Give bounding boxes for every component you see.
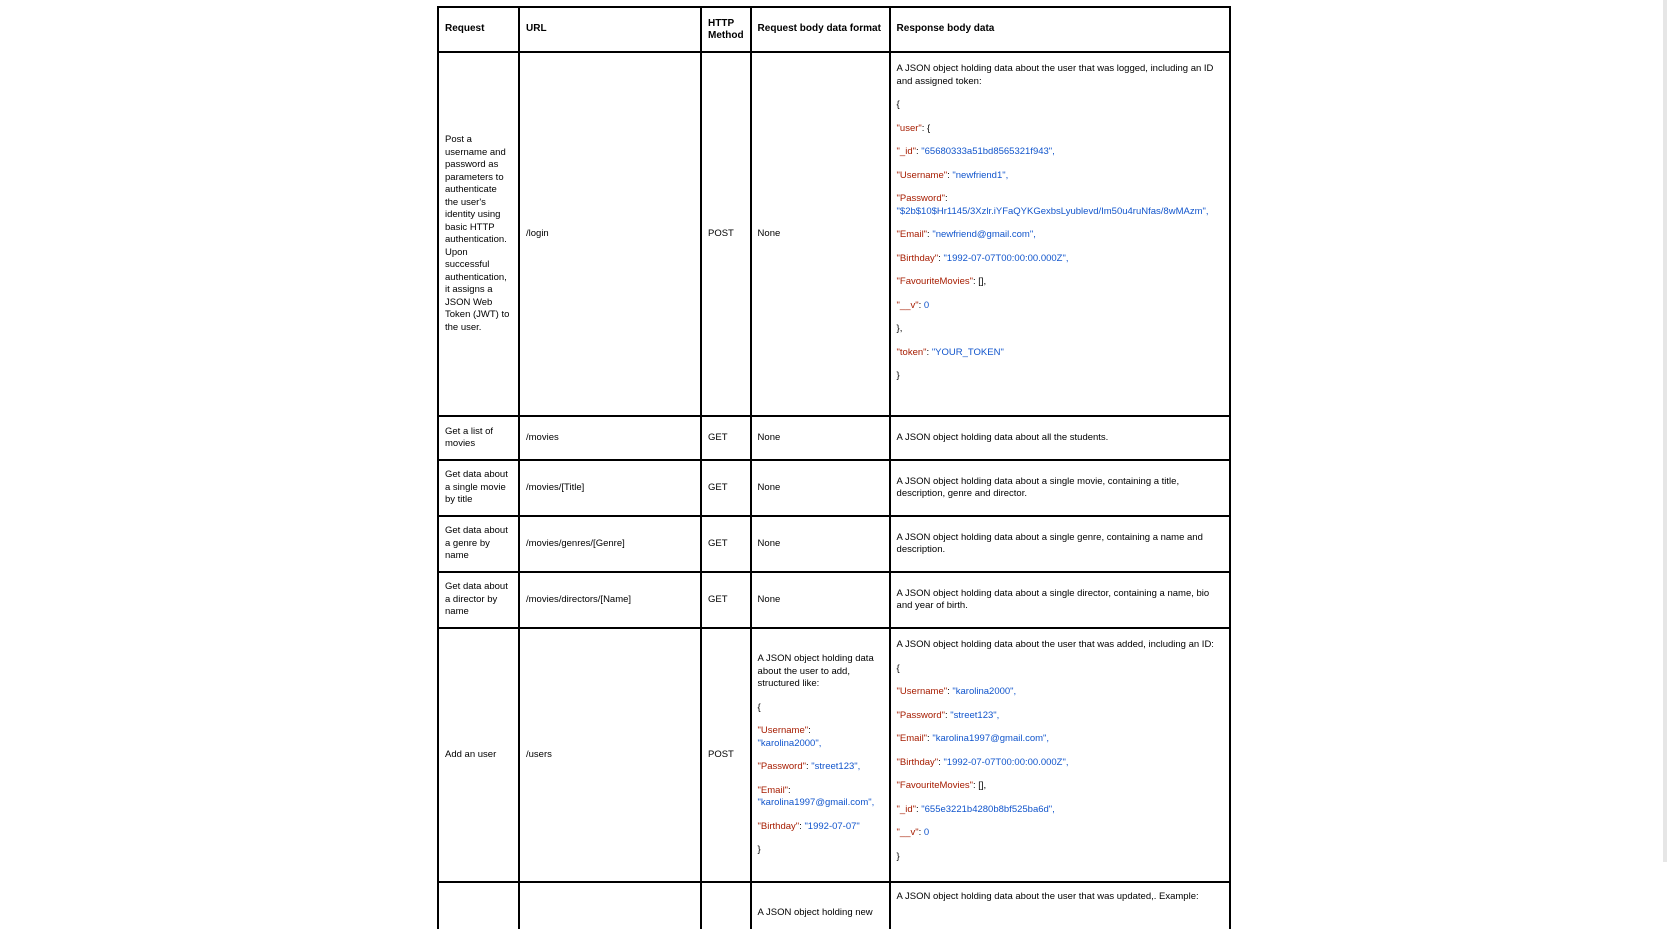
response-body-cell: A JSON object holding data about all the students. (890, 416, 1230, 460)
response-intro: A JSON object holding data about the user that was added, including an ID: (896, 639, 1214, 650)
json-separator: : (915, 146, 922, 157)
json-line (897, 229, 1223, 242)
json-line (897, 123, 1223, 136)
json-key: "FavouriteMovies" (896, 276, 973, 287)
json-key: "Birthday" (896, 756, 939, 768)
json-key: "Password" (757, 761, 807, 773)
url-cell: /movies (519, 416, 701, 460)
json-key: "_id" (896, 803, 916, 815)
json-key: "Username" (896, 686, 948, 697)
response-body-cell: A JSON object holding data about a single movie, containing a title, description, genre and director. (890, 460, 1230, 516)
response-json (897, 99, 1223, 383)
json-separator: : (947, 169, 953, 181)
json-separator: : (918, 299, 924, 311)
json-key: "Email" (896, 229, 928, 240)
json-separator: : (938, 756, 944, 768)
json-key: "__v" (896, 827, 919, 838)
json-separator: : (945, 709, 951, 721)
json-separator: : (808, 725, 811, 737)
url-cell: /users (519, 628, 701, 882)
json-key: "Username" (896, 169, 948, 181)
method-cell: POST (701, 628, 751, 882)
json-separator: : (926, 346, 932, 358)
header-request-body: Request body data format (751, 7, 890, 52)
json-key: "__v" (896, 299, 919, 311)
method-cell (701, 882, 751, 929)
method-cell: POST (701, 52, 751, 416)
json-value: "karolina2000", (757, 737, 822, 749)
json-separator: : (788, 784, 791, 796)
table-row (438, 882, 1230, 929)
json-value: "karolina1997@gmail.com", (932, 733, 1050, 744)
json-line (897, 663, 1223, 676)
json-key: "Password" (896, 709, 946, 721)
request-body-cell: None (751, 516, 890, 572)
response-body-cell: A JSON object holding data about a single genre, containing a name and description. (890, 516, 1230, 572)
json-brace: { (896, 662, 900, 674)
json-line (758, 844, 883, 857)
json-key: "Password" (896, 193, 946, 204)
header-http-method-line1: HTTP (708, 17, 735, 29)
request-body-cell (751, 628, 890, 882)
table-row (438, 460, 1230, 516)
json-separator: : (945, 193, 948, 204)
json-line (758, 761, 883, 774)
request-cell: Get a list of movies (438, 416, 519, 460)
request-json (758, 702, 883, 857)
url-cell: /login (519, 52, 701, 416)
json-value: "karolina1997@gmail.com", (757, 797, 875, 809)
json-line (758, 821, 883, 834)
json-brace: { (896, 99, 900, 110)
json-brace: } (757, 844, 761, 856)
request-intro: A JSON object holding data about the user to add, structured like: (757, 653, 874, 690)
url-cell: /movies/genres/[Genre] (519, 516, 701, 572)
json-value: "1992-07-07T00:00:00.000Z", (943, 252, 1069, 264)
json-line (897, 851, 1223, 864)
json-value: "street123", (950, 709, 1000, 721)
json-separator: : [], (972, 780, 987, 791)
json-separator: : (918, 827, 924, 838)
response-body-cell (890, 52, 1230, 416)
json-line (897, 323, 1223, 336)
json-brace: { (757, 701, 761, 713)
header-row (438, 7, 1230, 52)
json-value: "1992-07-07" (804, 820, 860, 832)
page-scrollbar[interactable] (1663, 0, 1667, 862)
request-cell: Get data about a genre by name (438, 516, 519, 572)
json-value: "newfriend@gmail.com", (932, 229, 1036, 240)
method-cell: GET (701, 416, 751, 460)
json-value: "karolina2000", (952, 686, 1017, 697)
json-brace: } (896, 370, 900, 381)
json-separator: : (799, 820, 805, 832)
json-separator: : [], (972, 276, 987, 287)
json-key: "Email" (896, 733, 928, 744)
json-value: "655e3221b4280b8bf525ba6d", (921, 803, 1055, 815)
json-key: "Username" (757, 725, 809, 737)
response-body-cell (890, 628, 1230, 882)
request-cell: Get data about a single movie by title (438, 460, 519, 516)
json-separator: : (915, 803, 922, 815)
json-separator: : { (921, 122, 931, 134)
request-body-cell: None (751, 416, 890, 460)
json-line (897, 686, 1223, 699)
json-value: "street123", (811, 761, 861, 773)
json-key: "Birthday" (896, 252, 939, 264)
header-url: URL (519, 7, 701, 52)
json-separator: : (947, 686, 953, 697)
json-value: "1992-07-07T00:00:00.000Z", (943, 756, 1069, 768)
request-cell (438, 882, 519, 929)
request-cell: Post a username and password as parameters to authenticate the user's identity using basic HTTP authentication. Upon successful authentication, it assigns a JSON Web Token (JWT) to the user. (438, 52, 519, 416)
response-intro: A JSON object holding data about the user that was logged, including an ID and assigned token: (896, 63, 1214, 87)
request-cell: Add an user (438, 628, 519, 882)
json-key: "token" (896, 346, 927, 358)
json-separator: : (927, 229, 933, 240)
json-line (758, 725, 883, 750)
json-value: "$2b$10$Hr1145/3Xzlr.iYFaQYKGexbsLyublevd/Im50u4ruNfas/8wMAzm", (896, 205, 1209, 217)
response-body-cell: A JSON object holding data about a single director, containing a name, bio and year of birth. (890, 572, 1230, 628)
table-row (438, 572, 1230, 628)
json-line (897, 193, 1223, 218)
response-body-cell: A JSON object holding data about the user that was updated,. Example: (890, 882, 1230, 929)
json-value: "newfriend1", (952, 169, 1009, 181)
json-value: 0 (923, 827, 930, 838)
json-separator: : (927, 733, 933, 744)
request-body-cell: None (751, 460, 890, 516)
url-cell: /movies/directors/[Name] (519, 572, 701, 628)
json-line (897, 300, 1223, 313)
json-key: "user" (896, 122, 922, 134)
json-line (897, 347, 1223, 360)
request-body-cell: None (751, 52, 890, 416)
json-brace: } (896, 850, 900, 862)
api-endpoints-table (437, 6, 1231, 929)
json-separator: : (806, 761, 812, 773)
request-body-cell: A JSON object holding new (751, 882, 890, 929)
json-key: "Email" (757, 784, 789, 796)
request-cell: Get data about a director by name (438, 572, 519, 628)
json-key: "_id" (896, 146, 916, 157)
header-http-method (701, 7, 751, 52)
json-line (897, 804, 1223, 817)
json-value: "65680333a51bd8565321f943", (921, 146, 1055, 157)
json-line (897, 170, 1223, 183)
url-cell (519, 882, 701, 929)
json-line (758, 785, 883, 810)
method-cell: GET (701, 572, 751, 628)
json-line (897, 733, 1223, 746)
json-value: "YOUR_TOKEN" (931, 346, 1004, 358)
json-brace: }, (896, 323, 903, 334)
json-line (897, 370, 1223, 383)
header-http-method-line2: Method (708, 29, 744, 41)
json-line (897, 276, 1223, 289)
table-row (438, 416, 1230, 460)
json-line (897, 99, 1223, 112)
method-cell: GET (701, 516, 751, 572)
json-key: "FavouriteMovies" (896, 780, 973, 791)
table-row (438, 52, 1230, 416)
header-request: Request (438, 7, 519, 52)
table-row (438, 628, 1230, 882)
json-value: 0 (923, 299, 930, 311)
json-separator: : (938, 252, 944, 264)
json-line (897, 780, 1223, 793)
request-body-cell: None (751, 572, 890, 628)
json-line (897, 146, 1223, 159)
json-line (897, 253, 1223, 266)
response-json (897, 663, 1223, 864)
json-line (897, 827, 1223, 840)
json-line (758, 702, 883, 715)
url-cell: /movies/[Title] (519, 460, 701, 516)
header-response-body: Response body data (890, 7, 1230, 52)
json-key: "Birthday" (757, 820, 800, 832)
json-line (897, 710, 1223, 723)
json-line (897, 757, 1223, 770)
table-row (438, 516, 1230, 572)
method-cell: GET (701, 460, 751, 516)
